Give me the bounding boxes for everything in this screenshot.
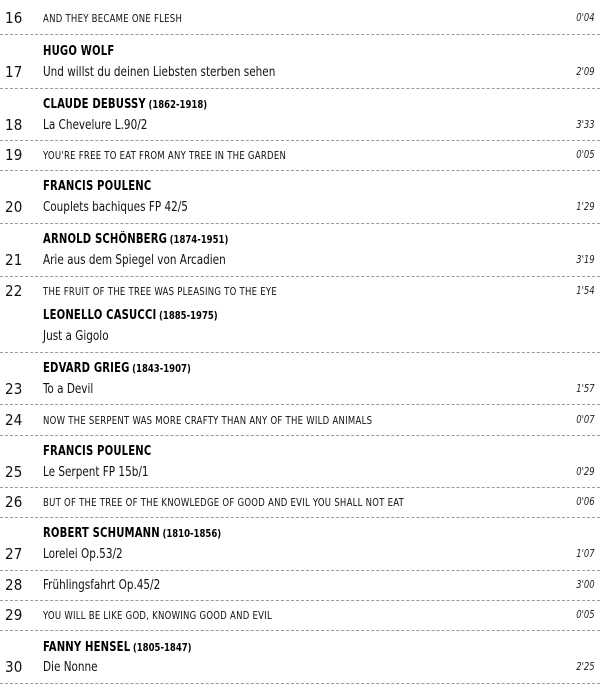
track-duration: 2'09	[576, 65, 595, 78]
row-divider	[0, 352, 600, 353]
composer-heading	[43, 175, 151, 195]
row-divider	[0, 140, 600, 141]
composer-dates: (1862-1918)	[148, 98, 208, 111]
track-number: 20	[5, 198, 23, 216]
track-row	[0, 461, 600, 483]
track-duration: 0'05	[576, 148, 595, 161]
composer-name: EDVARD GRIEG	[43, 361, 130, 376]
track-row	[0, 61, 600, 83]
row-divider	[0, 683, 600, 684]
track-duration: 3'33	[576, 118, 595, 131]
track-number: 27	[5, 545, 23, 563]
track-row	[0, 325, 600, 347]
composer-name: FRANCIS POULENC	[43, 179, 152, 194]
composer-heading	[43, 228, 228, 248]
track-number: 21	[5, 251, 23, 269]
composer-dates: (1805-1847)	[132, 641, 192, 654]
composer-heading	[43, 93, 207, 113]
track-number: 17	[5, 63, 23, 81]
track-number: 23	[5, 380, 23, 398]
track-duration: 1'54	[576, 284, 595, 297]
composer-name: FANNY HENSEL	[43, 640, 131, 655]
track-duration: 3'00	[576, 578, 595, 591]
track-row	[0, 409, 600, 431]
track-title: THE FRUIT OF THE TREE WAS PLEASING TO THE EYE	[43, 285, 277, 298]
row-divider	[0, 170, 600, 171]
track-row	[0, 491, 600, 513]
row-divider	[0, 223, 600, 224]
composer-heading	[43, 40, 114, 60]
track-title: La Chevelure L.90/2	[43, 117, 148, 133]
row-divider	[0, 600, 600, 601]
track-row	[0, 249, 600, 271]
track-title: YOU'RE FREE TO EAT FROM ANY TREE IN THE GARDEN	[43, 149, 287, 162]
row-divider	[0, 487, 600, 488]
track-title: BUT OF THE TREE OF THE KNOWLEDGE OF GOOD AND EVIL YOU SHALL NOT EAT	[43, 496, 405, 509]
row-divider	[0, 570, 600, 571]
track-number: 26	[5, 493, 23, 511]
track-title: Die Nonne	[43, 659, 98, 675]
track-row	[0, 656, 600, 678]
composer-heading	[43, 440, 151, 460]
composer-dates: (1885-1975)	[159, 309, 218, 322]
track-duration: 3'19	[576, 253, 595, 266]
track-row	[0, 574, 600, 596]
composer-name: ROBERT SCHUMANN	[43, 526, 160, 541]
composer-name: ARNOLD SCHÖNBERG	[43, 232, 168, 247]
track-row	[0, 378, 600, 400]
track-title: YOU WILL BE LIKE GOD, KNOWING GOOD AND EVIL	[43, 609, 272, 622]
track-row	[0, 280, 600, 302]
track-number: 30	[5, 658, 23, 676]
composer-dates: (1810-1856)	[162, 527, 222, 540]
track-row	[0, 543, 600, 565]
track-duration: 1'07	[576, 547, 595, 560]
track-row	[0, 7, 600, 29]
track-number: 16	[5, 9, 23, 27]
track-title: Just a Gigolo	[43, 328, 109, 344]
track-title: Und willst du deinen Liebsten sterben sehen	[43, 64, 276, 80]
row-divider	[0, 435, 600, 436]
composer-heading	[43, 522, 221, 542]
track-duration: 1'29	[576, 200, 595, 213]
track-duration: 0'05	[576, 608, 595, 621]
track-duration: 1'57	[576, 382, 595, 395]
composer-name: CLAUDE DEBUSSY	[43, 97, 146, 112]
track-row	[0, 604, 600, 626]
track-title: Frühlingsfahrt Op.45/2	[43, 577, 161, 593]
track-duration: 0'04	[576, 11, 595, 24]
track-row	[0, 114, 600, 136]
row-divider	[0, 88, 600, 89]
composer-dates: (1843-1907)	[132, 362, 191, 375]
track-duration: 0'06	[576, 495, 595, 508]
track-title: Couplets bachiques FP 42/5	[43, 199, 188, 215]
composer-name: HUGO WOLF	[43, 44, 115, 59]
track-row	[0, 144, 600, 166]
track-number: 18	[5, 116, 23, 134]
track-title: To a Devil	[43, 381, 94, 397]
track-number: 25	[5, 463, 23, 481]
row-divider	[0, 34, 600, 35]
track-duration: 0'29	[576, 465, 595, 478]
track-duration: 2'25	[576, 660, 595, 673]
track-duration: 0'07	[576, 413, 595, 426]
composer-name: FRANCIS POULENC	[43, 444, 152, 459]
track-title: NOW THE SERPENT WAS MORE CRAFTY THAN ANY OF THE WILD ANIMALS	[43, 414, 373, 427]
track-number: 22	[5, 282, 23, 300]
row-divider	[0, 517, 600, 518]
track-title: AND THEY BECAME ONE FLESH	[43, 12, 183, 25]
composer-heading	[43, 357, 191, 377]
row-divider	[0, 404, 600, 405]
track-title: Arie aus dem Spiegel von Arcadien	[43, 252, 226, 268]
row-divider	[0, 276, 600, 277]
composer-name: LEONELLO CASUCCI	[43, 308, 157, 323]
track-title: Lorelei Op.53/2	[43, 546, 123, 562]
composer-heading	[43, 304, 218, 324]
track-number: 28	[5, 576, 23, 594]
track-number: 24	[5, 411, 23, 429]
track-row	[0, 196, 600, 218]
composer-dates: (1874-1951)	[169, 233, 229, 246]
track-title: Le Serpent FP 15b/1	[43, 464, 149, 480]
track-number: 19	[5, 146, 23, 164]
track-number: 29	[5, 606, 23, 624]
row-divider	[0, 630, 600, 631]
composer-heading	[43, 636, 192, 656]
